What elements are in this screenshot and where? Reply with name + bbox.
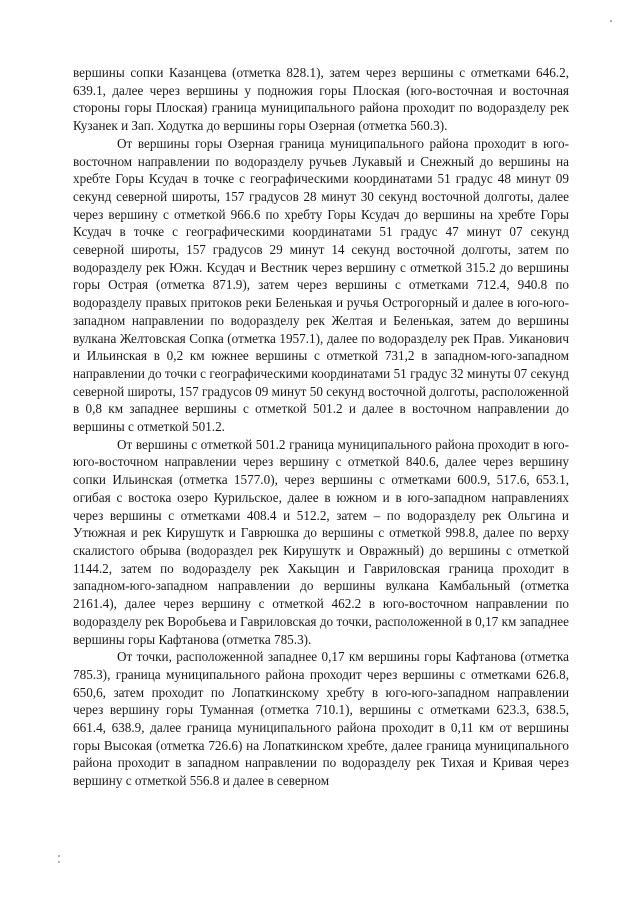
paragraph-kaftanova-segment: От точки, расположенной западнее 0,17 км вершины горы Кафтанова (отметка 785.3), граница муниципального района проходит через вершины с отметками 626.8, 650,6, затем проходит по Лопаткинскому хребту в юго-юго-западном направлении через вершину горы Туманная (отметка 710.1), вершины с отметками 623.3, 638.5, 661.4, 638.9, далее граница муниципального района проходит в 0,11 км от вершины горы Высокая (отметка 726.6) на Лопаткинском хребте, далее граница муниципального района проходит в западном направлении по водоразделу рек Тихая и Кривая через вершину с отметкой 556.8 и далее в северном [73,649,569,789]
scan-speck [58,855,60,857]
scan-speck [610,20,612,22]
paragraph-501-segment: От вершины с отметкой 501.2 граница муниципального района проходит в юго-юго-восточном направлении через вершину с отметкой 840.6, далее через вершину сопки Ильинская (отметка 1577.0), через вершины с отметками 600.9, 517.6, 653.1, огибая с востока озеро Курильское, далее в южном и в юго-западном направлениях через вершины с отметками 408.4 и 512.2, затем – по водоразделу рек Ольгина и Утюжная и рек Кирушутк и Гаврюшка до вершины с отметкой 998.8, далее по верху скалистого обрыва (водораздел рек Кирушутк и Овражный) до вершины с отметкой 1144.2, затем по водоразделу рек Хакыцин и Гавриловская граница проходит в западном-юго-западном направлении до вершины вулкана Камбальный (отметка 2161.4), далее через вершину с отметкой 462.2 в юго-восточном направлении по водоразделу рек Воробьева и Гавриловская до точки, расположенной в 0,17 км западнее вершины горы Кафтанова (отметка 785.3). [73,436,569,647]
scan-speck [58,861,60,863]
document-body [73,64,569,790]
paragraph-continuation: вершины сопки Казанцева (отметка 828.1), затем через вершины с отметками 646.2, 639.1, далее через вершины у подножия горы Плоская (юго-восточная и восточная стороны горы Плоская) граница муниципального района проходит по водоразделу рек Кузанек и Зап. Ходутка до вершины горы Озерная (отметка 560.3). [73,65,569,134]
paragraph-ozernaya-segment: От вершины горы Озерная граница муниципального района проходит в юго-восточном направлении по водоразделу ручьев Лукавый и Снежный до вершины на хребте Горы Ксудач в точке с географическими координатами 51 градус 48 минут 09 секунд северной широты, 157 градусов 28 минут 30 секунд восточной долготы, далее через вершину с отметкой 966.6 по хребту Горы Ксудач до вершины на хребте Горы Ксудач в точке с географическими координатами 51 градус 47 минут 07 секунд северной широты, 157 градусов 29 минут 14 секунд восточной долготы, затем по водоразделу рек Южн. Ксудач и Вестник через вершину с отметкой 315.2 до вершины горы Острая (отметка 871.9), затем через вершины с отметками 712.4, 940.8 по водоразделу правых притоков реки Беленькая и ручья Острогорный и далее в юго-юго-западном направлении по водоразделу рек Желтая и Беленькая, затем до вершины вулкана Желтовская Сопка (отметка 1957.1), далее по водоразделу рек Прав. Уиканович и Ильинская в 0,2 км южнее вершины с отметкой 731,2 в западном-юго-западном направлении до точки с географическими координатами 51 градус 32 минуты 07 секунд северной широты, 157 градусов 09 минут 50 секунд восточной долготы, расположенной в 0,8 км западнее вершины с отметкой 501.2 и далее в восточном направлении до вершины с отметкой 501.2. [73,135,569,435]
